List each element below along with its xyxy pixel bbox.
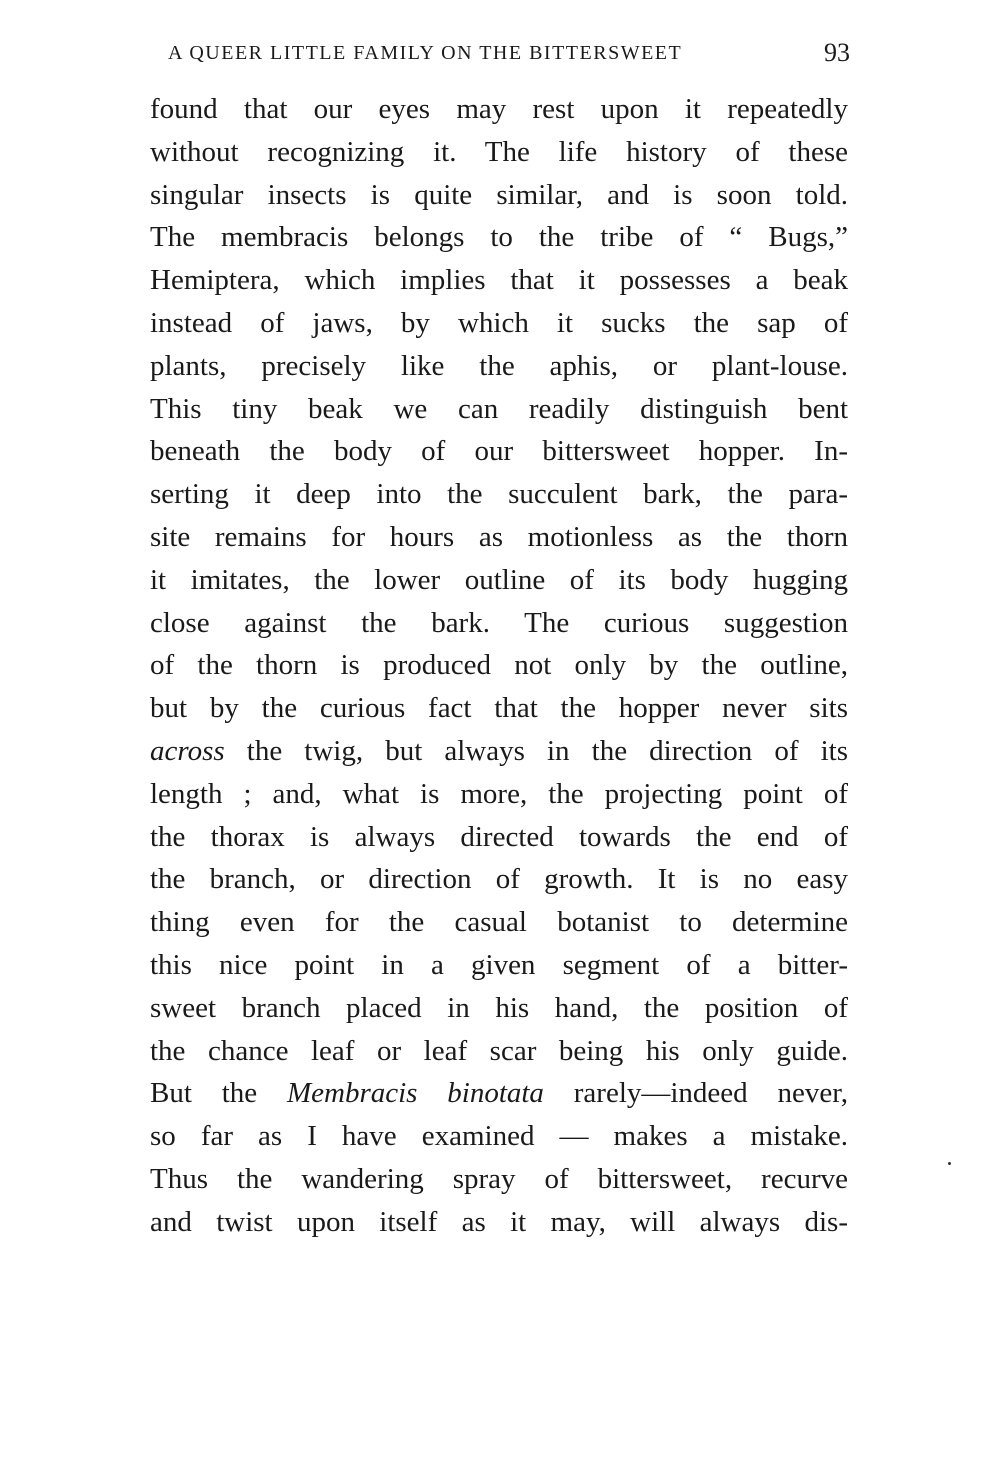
text-line: the branch, or direction of growth. It is no easy [150, 863, 848, 896]
italic-word: across [150, 734, 225, 767]
running-title: A QUEER LITTLE FAMILY ON THE BITTERSWEET [168, 42, 683, 64]
text-line: length ; and, what is more, the projecting point of [150, 777, 848, 810]
text-line: sweet branch placed in his hand, the position of [150, 991, 848, 1024]
text-line: but by the curious fact that the hopper never sits [150, 692, 848, 725]
text-line: singular insects is quite similar, and is soon told. [150, 178, 848, 211]
text-line-start: But the [150, 1077, 287, 1110]
text-line: without recognizing it. The life history of these [150, 135, 848, 168]
ink-speck [948, 1162, 951, 1165]
text-line: and twist upon itself as it may, will always dis- [150, 1205, 848, 1238]
species-name: Membracis binotata [286, 1077, 544, 1110]
text-line: Hemiptera, which implies that it possesses a beak [150, 264, 848, 297]
text-line-with-species-name [150, 1072, 848, 1115]
running-head [150, 36, 850, 70]
text-line-end: rarely—indeed never, [543, 1077, 848, 1110]
text-line: thing even for the casual botanist to determine [150, 906, 848, 939]
text-line: it imitates, the lower outline of its body hugging [150, 563, 848, 596]
text-line-rest: the twig, but always in the direction of its [224, 734, 848, 767]
text-line: close against the bark. The curious suggestion [150, 606, 848, 639]
text-line: instead of jaws, by which it sucks the sap of [150, 306, 848, 339]
body-text [150, 88, 848, 1244]
text-line: The membracis belongs to the tribe of “ Bugs,” [150, 221, 848, 254]
text-line: site remains for hours as motionless as the thorn [150, 520, 848, 553]
text-line: the chance leaf or leaf scar being his only guide. [150, 1034, 848, 1067]
text-line: beneath the body of our bittersweet hopper. In- [150, 435, 848, 468]
text-line: the thorax is always directed towards the end of [150, 820, 848, 853]
text-line: This tiny beak we can readily distinguish bent [150, 392, 848, 425]
text-line: of the thorn is produced not only by the outline, [150, 649, 848, 682]
text-line-italic-start [150, 730, 848, 773]
text-line: plants, precisely like the aphis, or plant-louse. [150, 349, 848, 382]
page-number: 93 [824, 38, 850, 67]
text-line: so far as I have examined — makes a mistake. [150, 1120, 848, 1153]
text-line: serting it deep into the succulent bark, the para- [150, 478, 848, 511]
text-line: this nice point in a given segment of a bitter- [150, 948, 848, 981]
text-line: Thus the wandering spray of bittersweet, recurve [150, 1162, 848, 1195]
text-line: found that our eyes may rest upon it repeatedly [150, 93, 848, 125]
